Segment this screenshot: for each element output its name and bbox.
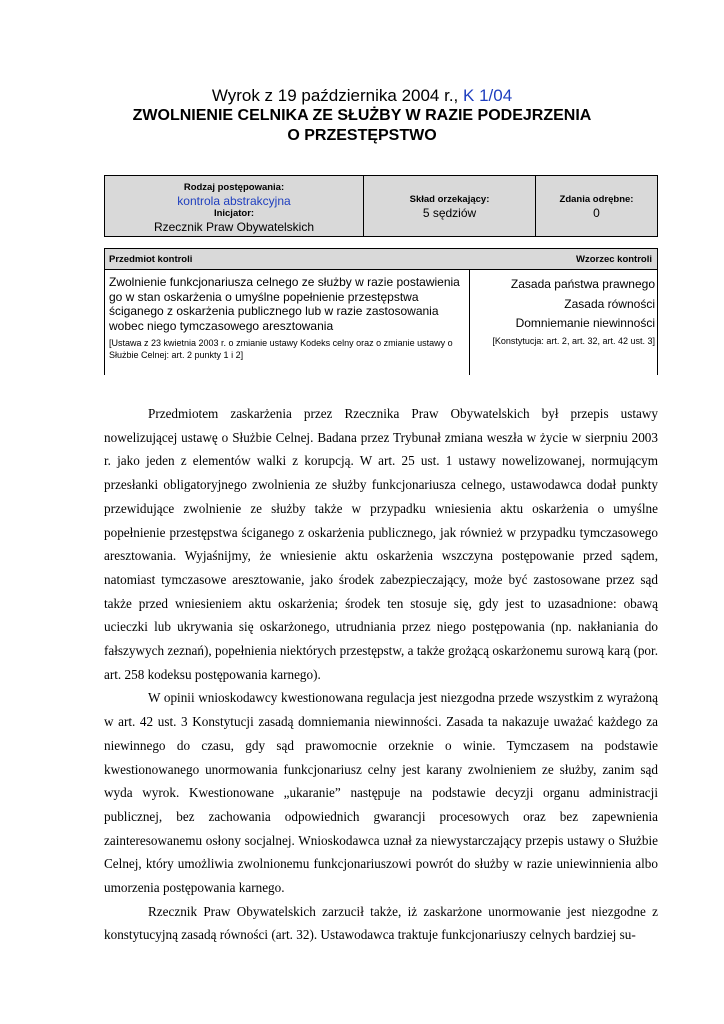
review-standard-cell: [470, 270, 657, 375]
case-metadata-table: [104, 175, 658, 237]
document-heading: [0, 86, 724, 146]
bench-cell: [364, 176, 536, 236]
reviewed-act-reference: [Ustawa z 23 kwietnia 2003 r. o zmianie ustawy Kodeks celny oraz o zmianie ustawy o Służbie Celnej: art. 2 punkty 1 i 2]: [109, 338, 453, 360]
dissent-cell: [536, 176, 657, 236]
review-subject-body: [105, 270, 657, 375]
body-paragraph: Przedmiotem zaskarżenia przez Rzecznika Praw Obywatelskich był przepis ustawy nowelizującej ustawę o Służbie Celnej. Badana przez Trybunał zmiana weszła w życie w sierpniu 2003 r. jako jeden z elementów walki z korupcją. W art. 25 ust. 1 ustawy nowelizowanej, normującym przesłanki obligatoryjnego zwolnienia ze służby funkcjonariusza celnego, ustawodawca dodał punkty przewidujące zwolnienie ze służby także w przypadku wniesienia aktu oskarżenia o umyślne popełnienie przestępstwa ściganego z oskarżenia publicznego, jak również w przypadku tymczasowego aresztowania. Wyjaśnijmy, że wniesienie aktu oskarżenia wszczyna postępowanie przed sądem, natomiast tymczasowe aresztowanie, jako środek zabezpieczający, może być zastosowane przez sąd także przed wniesieniem aktu oskarżenia; środek ten stosuje się, gdy jest to uzasadnione: obawą ucieczki lub ukrywania się oskarżonego, utrudniania przez niego postępowania (np. nakłaniania do fałszywych zeznań), popełnienia niektórych przestępstw, a także grożącą oskarżonemu surową karą (por. art. 258 kodeksu postępowania karnego).: [104, 406, 658, 682]
constitution-reference: [Konstytucja: art. 2, art. 32, art. 42 ust. 3]: [492, 335, 655, 346]
judgment-title: [0, 86, 724, 106]
review-subject-table: [104, 248, 658, 375]
initiator-label: Inicjator:: [213, 208, 255, 219]
principle-presumption-of-innocence: Domniemanie niewinności: [515, 316, 655, 330]
dissent-label: Zdania odrębne:: [559, 194, 634, 205]
judgment-subject-line-2: O PRZESTĘPSTWO: [287, 127, 437, 144]
standard-header-label: Wzorzec kontroli: [575, 254, 652, 265]
case-number-link[interactable]: K 1/04: [463, 86, 513, 105]
principle-equality: Zasada równości: [564, 296, 655, 311]
dissent-value: 0: [593, 206, 600, 220]
body-paragraph: W opinii wnioskodawcy kwestionowana regulacja jest niezgodna przede wszystkim z wyrażoną w art. 42 ust. 3 Konstytucji zasadą domniemania niewinności. Zasada ta nakazuje uważać każdego za niewinnego do czasu, gdy sąd prawomocnie orzeknie o winie. Tymczasem na podstawie kwestionowanego unormowania funkcjonariusz celny jest karany zwolnieniem ze służby, zanim sąd wyda wyrok. Kwestionowane „ukaranie” następuje na podstawie decyzji organu administracji publicznej, bez zachowania odpowiednich gwarancji procesowych oraz bez zapewnienia zainteresowanemu osłony socjalnej. Wnioskodawca uznał za niewystarczający przepis ustawy o Służbie Celnej, który umożliwia zwolnionemu funkcjonariuszowi powrót do służby w razie uniewinnienia albo umorzenia postępowania karnego.: [104, 690, 658, 896]
proceedings-label: Rodzaj postępowania:: [183, 182, 285, 193]
judgment-body-text: [104, 402, 658, 947]
judgment-subject-line-1: ZWOLNIENIE CELNIKA ZE SŁUŻBY W RAZIE PODEJRZENIA: [132, 107, 592, 124]
review-subject-header: [105, 249, 657, 270]
initiator-value: Rzecznik Praw Obywatelskich: [153, 220, 315, 234]
subject-header-label: Przedmiot kontroli: [109, 254, 193, 265]
bench-value: 5 sędziów: [422, 206, 477, 220]
judgment-date: Wyrok z 19 października 2004 r.,: [211, 86, 464, 105]
proceedings-cell: [105, 176, 364, 236]
subject-of-review-cell: [105, 270, 470, 375]
principle-rule-of-law: Zasada państwa prawnego: [510, 277, 655, 291]
subject-description: Zwolnienie funkcjonariusza celnego ze służby w razie postawienia go w stan oskarżenia o umyślne popełnienie przestępstwa ściganego z oskarżenia publicznego lub w razie zastosowania wobec niego tymczasowego aresztowania: [109, 275, 460, 333]
proceedings-value[interactable]: kontrola abstrakcyjna: [177, 194, 291, 208]
bench-label: Skład orzekający:: [409, 194, 490, 205]
body-paragraph: Rzecznik Praw Obywatelskich zarzucił także, iż zaskarżone unormowanie jest niezgodne z konstytucyjną zasadą równości (art. 32). Ustawodawca traktuje funkcjonariuszy celnych bardziej su-: [104, 903, 658, 943]
